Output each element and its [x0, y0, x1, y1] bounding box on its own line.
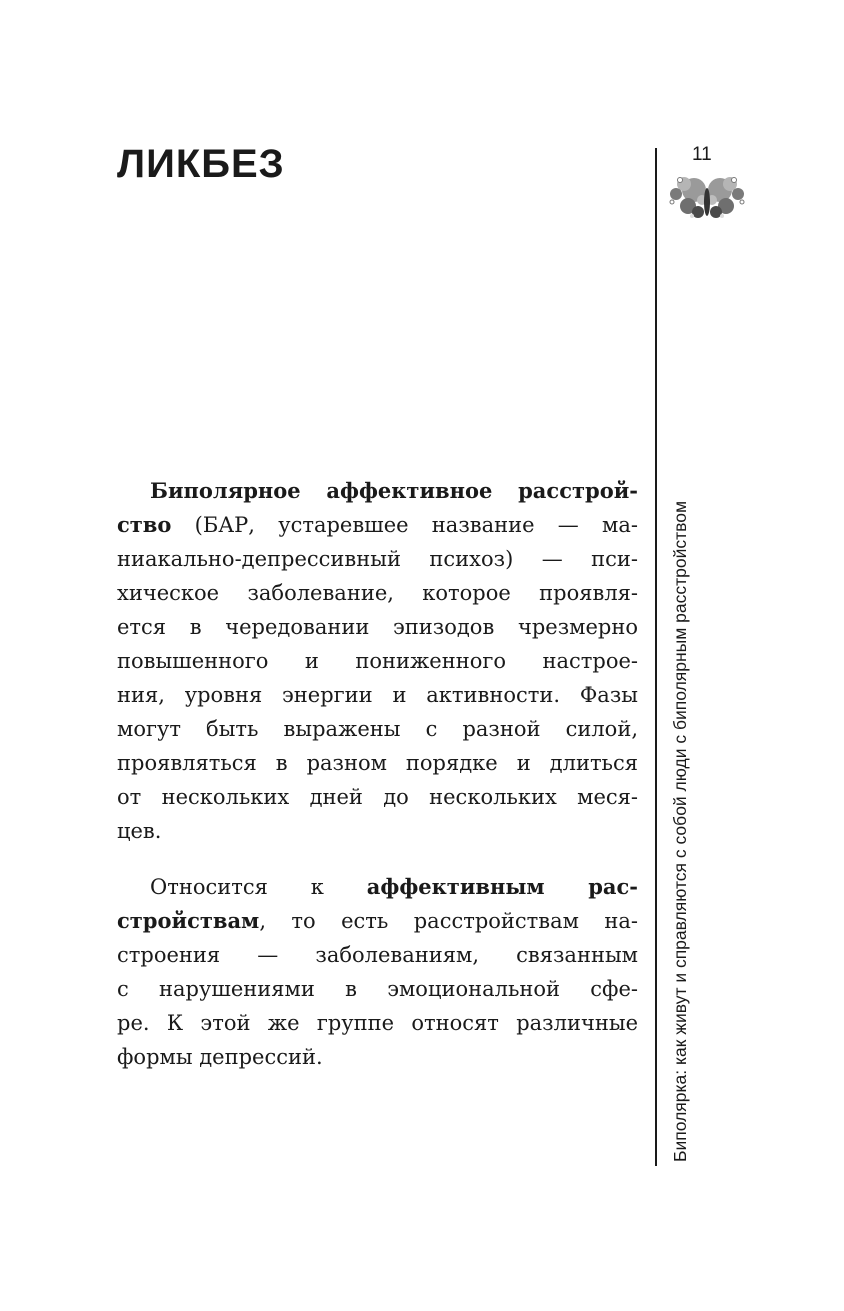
page-heading: ЛИКБЕЗ — [117, 142, 285, 186]
text-line — [117, 508, 638, 542]
line-text: , то есть расстройствам на- — [259, 909, 638, 933]
text-line — [117, 814, 638, 848]
text-line — [117, 972, 638, 1006]
line-text: могут быть выражены с разной силой, — [117, 717, 638, 741]
line-text: Относится к — [150, 875, 367, 899]
text-line — [117, 1006, 638, 1040]
paragraph-classification — [117, 870, 638, 1074]
vertical-rule — [655, 148, 657, 1166]
line-text: с нарушениями в эмоциональной сфе- — [117, 977, 638, 1001]
text-line — [117, 870, 638, 904]
bold-term: стройствам — [117, 908, 260, 933]
line-text: (БАР, устаревшее название — ма- — [171, 513, 638, 537]
text-line — [117, 938, 638, 972]
line-text: проявляться в разном порядке и длиться — [117, 751, 638, 775]
line-text: ния, уровня энергии и активности. Фазы — [117, 683, 638, 707]
text-line — [117, 1040, 638, 1074]
line-text: повышенного и пониженного настрое- — [117, 649, 638, 673]
bold-term: ство — [117, 512, 172, 537]
text-line — [117, 678, 638, 712]
line-text: цев. — [117, 819, 162, 843]
line-text: ется в чередовании эпизодов чрезмерно — [117, 615, 638, 639]
paragraph-definition — [117, 474, 638, 848]
text-line — [117, 542, 638, 576]
page-number: 11 — [692, 144, 712, 165]
bold-term: аффективным рас- — [366, 874, 638, 899]
line-text: строения — заболеваниям, связанным — [117, 943, 638, 967]
text-line — [117, 576, 638, 610]
line-text: формы депрессий. — [117, 1045, 323, 1069]
line-text: от нескольких дней до нескольких меся- — [117, 785, 638, 809]
text-line — [117, 780, 638, 814]
text-line — [117, 746, 638, 780]
text-line — [117, 610, 638, 644]
bold-term: Биполярное аффективное расстрой- — [150, 478, 638, 503]
line-text: ре. К этой же группе относят различные — [117, 1011, 638, 1035]
line-text: ниакально-депрессивный психоз) — пси- — [117, 547, 638, 571]
text-line — [117, 904, 638, 938]
running-title: Биполярка: как живут и справляются с собой люди с биполярным расстройством — [670, 500, 690, 1162]
line-text: хическое заболевание, которое проявля- — [117, 581, 638, 605]
butterfly-ornament-icon — [664, 172, 750, 224]
text-line — [117, 712, 638, 746]
text-line — [117, 474, 638, 508]
text-line — [117, 644, 638, 678]
